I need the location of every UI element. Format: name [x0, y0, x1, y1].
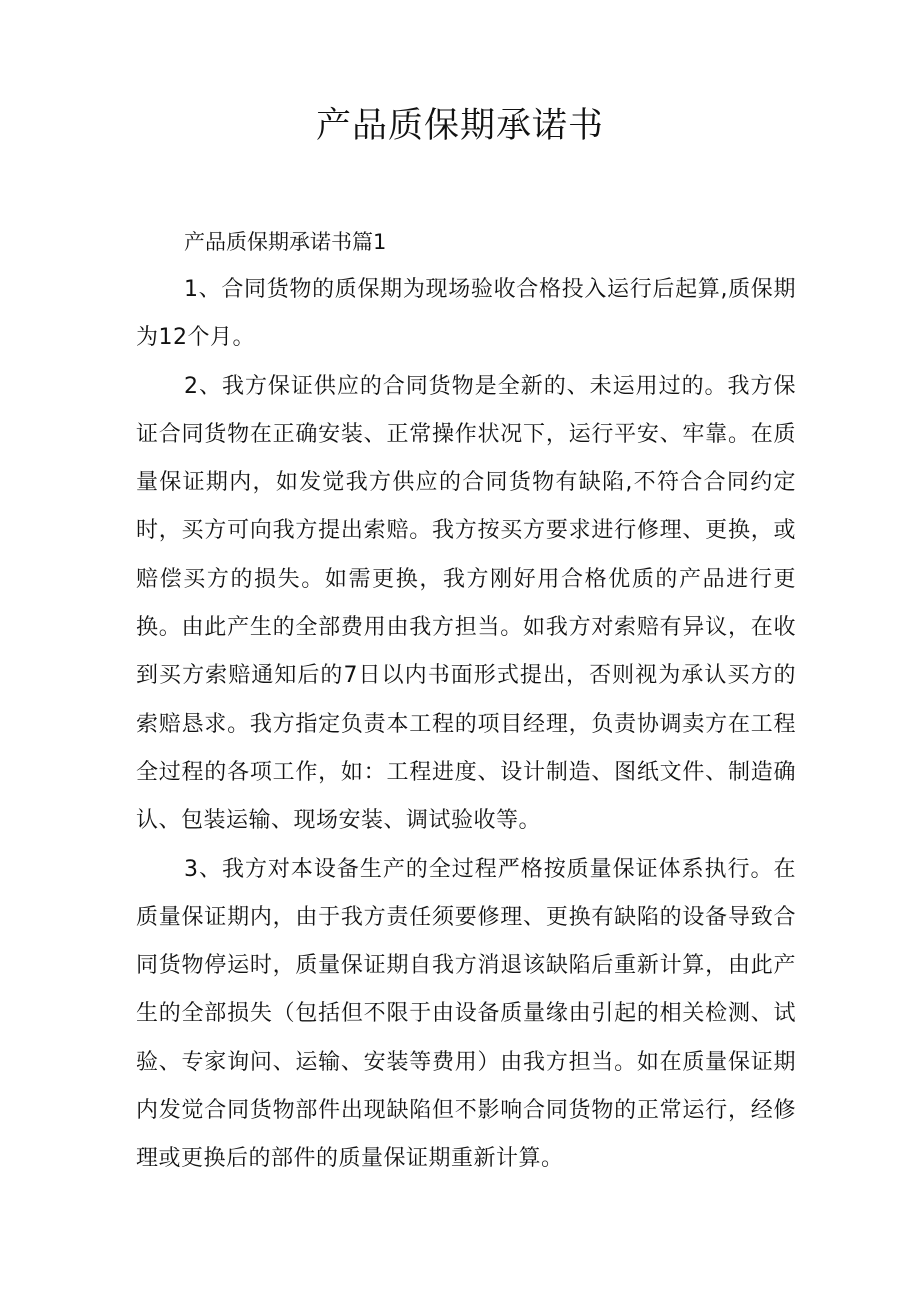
paragraph-2: 2、我方保证供应的合同货物是全新的、未运用过的。我方保证合同货物在正确安装、正常操作状况下，运行平安、牢靠。在质量保证期内，如发觉我方供应的合同货物有缺陷,不符合合同约定时，买方可向我方提出索赔。我方按买方要求进行修理、更换，或赔偿买方的损失。如需更换，我方刚好用合格优质的产品进行更换。由此产生的全部费用由我方担当。如我方对索赔有异议，在收到买方索赔通知后的7日以内书面形式提出，否则视为承认买方的索赔恳求。我方指定负责本工程的项目经理，负责协调卖方在工程全过程的各项工作，如：工程进度、设计制造、图纸文件、制造确认、包装运输、现场安装、调试验收等。 [136, 373, 796, 834]
paragraph-3: 3、我方对本设备生产的全过程严格按质量保证体系执行。在质量保证期内，由于我方责任须要修理、更换有缺陷的设备导致合同货物停运时，质量保证期自我方消退该缺陷后重新计算，由此产生的全部损失（包括但不限于由设备质量缘由引起的相关检测、试验、专家询问、运输、安装等费用）由我方担当。如在质量保证期内发觉合同货物部件出现缺陷但不影响合同货物的正常运行，经修理或更换后的部件的质量保证期重新计算。 [136, 856, 796, 1172]
document-title: 产品质保期承诺书 [315, 106, 604, 146]
section-heading: 产品质保期承诺书篇1 [184, 230, 387, 254]
document-body [136, 218, 796, 1184]
paragraph-1: 1、合同货物的质保期为现场验收合格投入运行后起算,质保期为12个月。 [136, 277, 796, 351]
